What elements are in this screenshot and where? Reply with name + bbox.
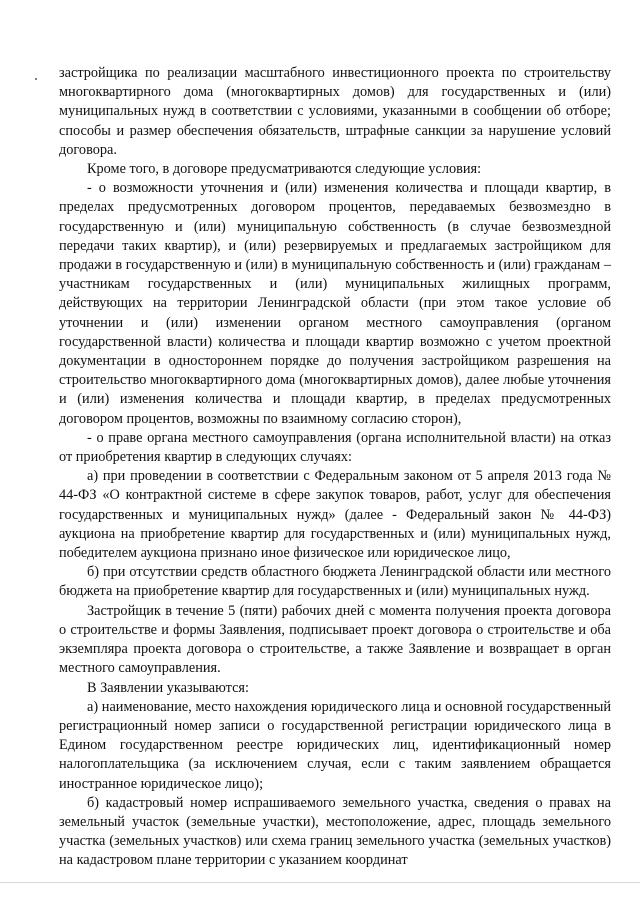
paragraph-application-item-b: б) кадастровый номер испрашиваемого земельного участка, сведения о правах на земельный участок (земельные участки), местоположение, адрес, площадь земельного участка (земельных участков) или схема границ земельного участка (земельных участков) на кадастровом плане территории с указанием координат	[59, 794, 611, 869]
paragraph-obligations: застройщика по реализации масштабного инвестиционного проекта по строительству многоквартирного дома (многоквартирных домов) для государственных и (или) муниципальных нужд в соответствии с условиями, указанными в сообщении об отборе; способы и размер обеспечения обязательств, штрафные санкции за нарушение условий договора.	[59, 65, 611, 158]
paragraph-conditions-intro: Кроме того, в договоре предусматриваются следующие условия:	[87, 161, 482, 178]
document-body	[59, 64, 611, 871]
paragraph-clarification-condition: - о возможности уточнения и (или) изменения количества и площади квартир, в пределах предусмотренных договором процентов, передаваемых безвозмездно в государственную и (или) муниципальную собственность (в случае безвозмездной передачи таких квартир), и (или) резервируемых и предлагаемых застройщиком для продажи в государственную и (или) в муниципальную собственность и (или) гражданам – участникам государственных и (или) муниципальных жилищных программ, действующих на территории Ленинградской области (при этом такое условие об уточнении и (или) изменении органом местного самоуправления (органом государственной власти) количества и площади квартир возможно с учетом проектной документации в одностороннем порядке до получения застройщиком разрешения на строительство многоквартирного дома (многоквартирных домов), далее любые уточнения и (или) изменения количества и площади квартир, в пределах предусмотренных договором процентов, возможны по взаимному согласию сторон),	[59, 180, 611, 427]
scan-speck	[35, 78, 37, 80]
paragraph-refusal-case-a: а) при проведении в соответствии с Федеральным законом от 5 апреля 2013 года № 44-ФЗ «О контрактной системе в сфере закупок товаров, работ, услуг для обеспечения государственных и муниципальных нужд» (далее - Федеральный закон № 44-ФЗ) аукциона на приобретение квартир для государственных и (или) муниципальных нужд, победителем аукциона признано иное физическое или юридическое лицо,	[59, 468, 611, 562]
paragraph-refusal-case-b: б) при отсутствии средств областного бюджета Ленинградской области или местного бюджета на приобретение квартир для государственных и (или) муниципальных нужд.	[59, 564, 611, 600]
paragraph-application-contents-intro: В Заявлении указываются:	[87, 679, 249, 696]
paragraph-refusal-right: - о праве органа местного самоуправления (органа исполнительной власти) на отказ от приобретения квартир в следующих случаях:	[59, 429, 611, 466]
paragraph-developer-signing: Застройщик в течение 5 (пяти) рабочих дней с момента получения проекта договора о строительстве и формы Заявления, подписывает проект договора о строительстве и оба экземпляра проекта договора о строительстве, а также Заявление и возвращает в орган местного самоуправления.	[59, 602, 611, 677]
paragraph-application-item-a: а) наименование, место нахождения юридического лица и основной государственный регистрационный номер записи о государственной регистрации юридического лица в Едином государственном реестре юридических лиц, идентификационный номер налогоплательщика (за исключением случая, если с таким заявлением обращается иностранное юридическое лицо);	[59, 698, 611, 792]
scan-edge-line	[0, 882, 640, 883]
